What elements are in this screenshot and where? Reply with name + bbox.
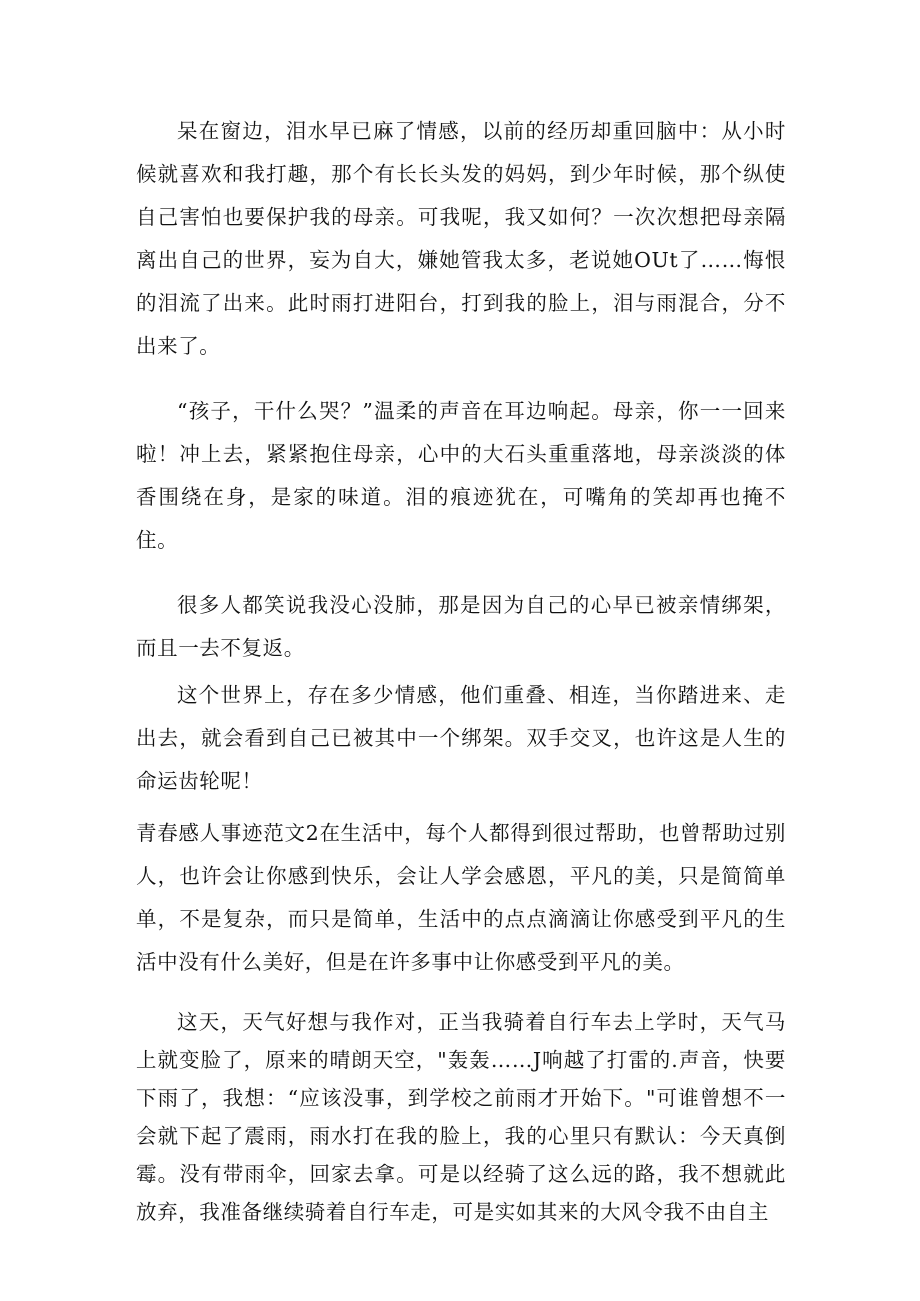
paragraph-6: 这天，天气好想与我作对，正当我骑着自行车去上学时，天气马上就变脸了，原来的晴朗天空，"轰轰……J响越了打雷的.声音，快要下雨了，我想：“应该没事，到学校之前雨才开始下。"可谁曾想不一会就下起了震雨，雨水打在我的脸上，我的心里只有默认：今天真倒霉。没有带雨伞，回家去拿。可是以经骑了这么远的路，我不想就此放弃，我准备继续骑着自行车走，可是实如其来的大风令我不由自主 [136, 1010, 786, 1224]
paragraph-4: 这个世界上，存在多少情感，他们重叠、相连，当你踏进来、走出去，就会看到自己已被其中一个绑架。双手交叉，也许这是人生的命运齿轮呢！ [136, 683, 786, 793]
paragraph-2: “孩子，干什么哭？”温柔的声音在耳边响起。母亲，你一一回来啦！冲上去，紧紧抱住母亲，心中的大石头重重落地，母亲淡淡的体香围绕在身，是家的味道。泪的痕迹犹在，可嘴角的笑却再也掩不住。 [136, 399, 786, 552]
paragraph-3: 很多人都笑说我没心没肺，那是因为自己的心早已被亲情绑架，而且一去不复返。 [136, 593, 786, 660]
paragraph-5: 青春感人事迹范文2在生活中，每个人都得到很过帮助，也曾帮助过别人，也许会让你感到快乐，会让人学会感恩，平凡的美，只是简简单单，不是复杂，而只是简单，生活中的点点滴滴让你感受到平凡的生活中没有什么美好，但是在许多事中让你感受到平凡的美。 [136, 821, 786, 974]
paragraph-1: 呆在窗边，泪水早已麻了情感，以前的经历却重回脑中：从小时候就喜欢和我打趣，那个有长长头发的妈妈，到少年时候，那个纵使自己害怕也要保护我的母亲。可我呢，我又如何？一次次想把母亲隔离出自己的世界，妄为自大，嫌她管我太多，老说她OUt了……悔恨的泪流了出来。此时雨打进阳台，打到我的脸上，泪与雨混合，分不出来了。 [136, 119, 786, 358]
